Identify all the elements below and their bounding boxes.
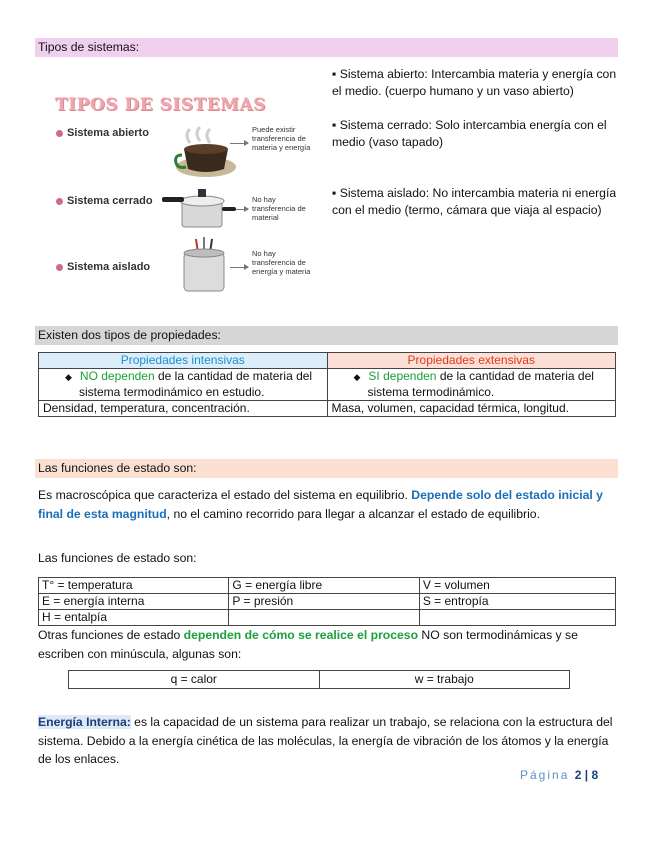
table-cell — [229, 610, 419, 626]
steaming-cup-icon — [170, 125, 242, 180]
systems-illustration — [40, 85, 320, 300]
path-functions-table — [68, 670, 570, 689]
table-cell: V = volumen — [419, 578, 615, 594]
table-cell: q = calor — [69, 671, 320, 689]
illustration-title: TIPOS DE SISTEMAS — [55, 95, 266, 115]
intensivas-examples: Densidad, temperatura, concentración. — [39, 401, 328, 417]
illus-note-cerrado: No hay transferencia de material — [252, 195, 306, 222]
bullet-list-systems — [332, 66, 622, 219]
section-header-funciones: Las funciones de estado son: — [35, 459, 618, 478]
intensivas-bullet: ◆ NO dependen de la cantidad de materia del sistema termodinámico en estudio. — [39, 369, 328, 401]
bullet-cerrado: ▪ Sistema cerrado: Solo intercambia energía con el medio (vaso tapado) — [332, 118, 607, 149]
illus-label-cerrado: Sistema cerrado — [56, 195, 153, 207]
table-cell: S = entropía — [419, 594, 615, 610]
pressure-cooker-icon — [160, 185, 240, 233]
table-cell: T° = temperatura — [39, 578, 229, 594]
other-functions-text: Otras funciones de estado dependen de cómo se realice el proceso NO son termodinámicas y se escriben con minúscula, algunas son: — [38, 628, 578, 661]
state-functions-table — [38, 577, 616, 626]
section-header-tipos: Tipos de sistemas: — [35, 38, 618, 57]
illus-label-aislado: Sistema aislado — [56, 261, 150, 273]
internal-energy-paragraph: Energía Interna: es la capacidad de un sistema para realizar un trabajo, se relaciona con la estructura del sistema. Debido a la energía cinética de las moléculas, la energía de vibración de los átomos y la energía de los enlaces. — [38, 715, 613, 766]
internal-energy-term: Energía Interna: — [38, 715, 131, 729]
table-cell: G = energía libre — [229, 578, 419, 594]
illus-label-abierto: Sistema abierto — [56, 127, 149, 139]
table-cell: w = trabajo — [319, 671, 570, 689]
table-cell: H = entalpía — [39, 610, 229, 626]
table-cell — [419, 610, 615, 626]
illus-note-abierto: Puede existir transferencia de materia y energía — [252, 125, 311, 152]
bullet-aislado: ▪ Sistema aislado: No intercambia materia ni energía con el medio (termo, cámara que viaja al espacio) — [332, 186, 617, 217]
state-function-definition: Es macroscópica que caracteriza el estado del sistema en equilibrio. Depende solo del estado inicial y final de esta magnitud, no el camino recorrido para llegar a alcanzar el estado de equilibrio. — [38, 488, 603, 521]
col-extensivas-title: Propiedades extensivas — [327, 353, 616, 369]
table-cell: E = energía interna — [39, 594, 229, 610]
section-header-propiedades: Existen dos tipos de propiedades: — [35, 326, 618, 345]
bullet-abierto: ▪ Sistema abierto: Intercambia materia y energía con el medio. (cuerpo humano y un vaso abierto) — [332, 67, 617, 98]
page-footer: Página 2 | 8 — [520, 768, 599, 782]
table-cell: P = presión — [229, 594, 419, 610]
col-intensivas-title: Propiedades intensivas — [39, 353, 328, 369]
properties-table — [38, 352, 616, 417]
state-function-intro: Las funciones de estado son: — [38, 551, 197, 565]
calorimeter-icon — [176, 237, 232, 297]
extensivas-examples: Masa, volumen, capacidad térmica, longitud. — [327, 401, 616, 417]
illus-note-aislado: No hay transferencia de energía y materia — [252, 249, 311, 276]
extensivas-bullet: ◆ SI dependen de la cantidad de materia del sistema termodinámico. — [327, 369, 616, 401]
